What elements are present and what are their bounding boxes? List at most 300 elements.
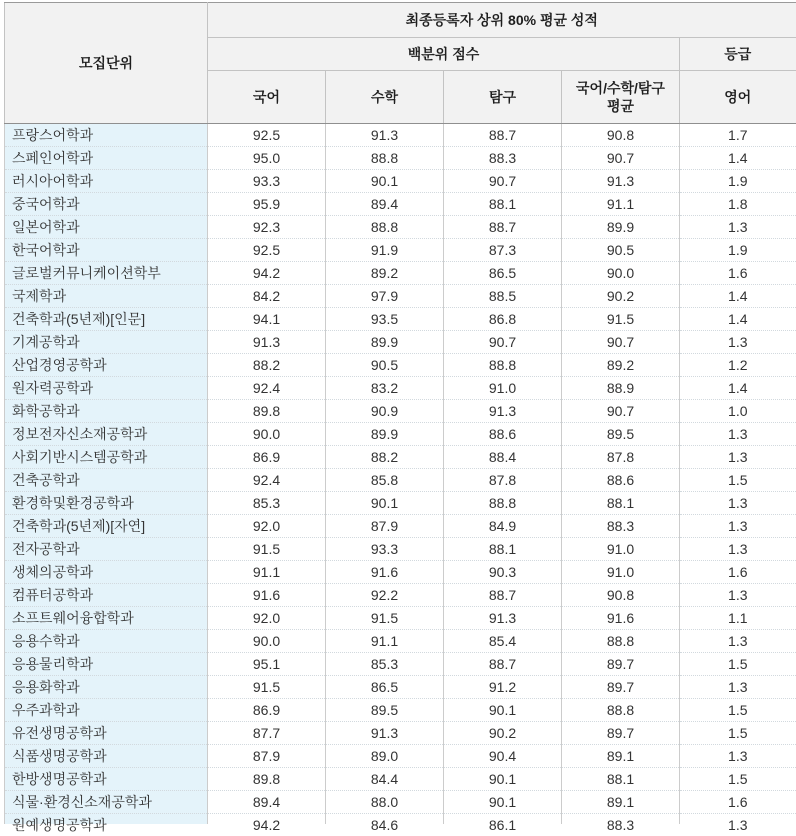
inquiry-score: 88.7 — [488, 587, 517, 603]
table-row — [5, 699, 796, 722]
unit-cell — [5, 446, 208, 469]
average-score-cell — [562, 561, 680, 584]
unit-cell — [5, 722, 208, 745]
english-grade: 1.3 — [728, 495, 748, 511]
average-score-cell — [562, 354, 680, 377]
table-row — [5, 308, 796, 331]
average-score-cell — [562, 814, 680, 833]
inquiry-score: 90.7 — [488, 173, 517, 189]
korean-score: 95.9 — [252, 196, 281, 212]
inquiry-score-cell — [444, 400, 562, 423]
math-score: 89.9 — [370, 426, 399, 442]
inquiry-score: 88.8 — [488, 357, 517, 373]
english-grade-cell — [680, 193, 796, 216]
korean-score: 90.0 — [252, 426, 281, 442]
inquiry-score-cell — [444, 607, 562, 630]
inquiry-score: 88.4 — [488, 449, 517, 465]
inquiry-score: 91.2 — [488, 679, 517, 695]
math-score: 89.4 — [370, 196, 399, 212]
english-grade: 1.3 — [728, 587, 748, 603]
math-score: 85.8 — [370, 472, 399, 488]
korean-score: 91.3 — [252, 334, 281, 350]
english-grade-cell — [680, 515, 796, 538]
math-score-cell — [326, 676, 444, 699]
english-grade-cell — [680, 653, 796, 676]
english-grade: 1.3 — [728, 679, 748, 695]
average-score-cell — [562, 331, 680, 354]
inquiry-score: 88.7 — [488, 127, 517, 143]
table-row — [5, 331, 796, 354]
average-score: 91.6 — [606, 610, 635, 626]
unit-cell — [5, 147, 208, 170]
unit-name: 중국어학과 — [12, 196, 80, 212]
average-score-cell — [562, 676, 680, 699]
english-grade-cell — [680, 124, 796, 147]
table-row — [5, 170, 796, 193]
korean-score-cell — [208, 170, 326, 193]
english-grade-cell — [680, 285, 796, 308]
inquiry-score: 88.7 — [488, 656, 517, 672]
math-score: 84.4 — [370, 771, 399, 787]
english-grade-cell — [680, 607, 796, 630]
table-row — [5, 377, 796, 400]
english-grade: 1.5 — [728, 702, 748, 718]
inquiry-score: 88.5 — [488, 288, 517, 304]
average-score: 90.2 — [606, 288, 635, 304]
table-row — [5, 423, 796, 446]
math-score-cell — [326, 630, 444, 653]
korean-score-cell — [208, 515, 326, 538]
unit-cell — [5, 630, 208, 653]
math-score-cell — [326, 331, 444, 354]
korean-score: 92.0 — [252, 518, 281, 534]
unit-name: 정보전자신소재공학과 — [12, 426, 148, 442]
unit-cell — [5, 400, 208, 423]
inquiry-score: 85.4 — [488, 633, 517, 649]
table-row — [5, 607, 796, 630]
korean-score: 91.6 — [252, 587, 281, 603]
english-grade-cell — [680, 423, 796, 446]
english-grade: 1.5 — [728, 771, 748, 787]
math-score-cell — [326, 423, 444, 446]
korean-score-cell — [208, 745, 326, 768]
table-row — [5, 285, 796, 308]
english-grade: 1.4 — [728, 150, 748, 166]
english-column-header: 영어 — [680, 71, 796, 124]
unit-name: 유전생명공학과 — [12, 725, 107, 741]
korean-score-cell — [208, 538, 326, 561]
unit-cell — [5, 584, 208, 607]
unit-cell — [5, 285, 208, 308]
table-row — [5, 446, 796, 469]
math-score: 88.8 — [370, 150, 399, 166]
math-score-cell — [326, 147, 444, 170]
table-row — [5, 653, 796, 676]
english-grade-cell — [680, 239, 796, 262]
korean-score: 89.4 — [252, 794, 281, 810]
average-score-cell — [562, 124, 680, 147]
unit-name: 전자공학과 — [12, 541, 80, 557]
table-row — [5, 768, 796, 791]
english-grade-cell — [680, 492, 796, 515]
english-grade-cell — [680, 699, 796, 722]
inquiry-score-cell — [444, 630, 562, 653]
unit-cell — [5, 791, 208, 814]
inquiry-score-cell — [444, 515, 562, 538]
average-score-cell — [562, 584, 680, 607]
average-column-header — [562, 71, 680, 124]
english-grade: 1.5 — [728, 472, 748, 488]
average-score: 88.8 — [606, 633, 635, 649]
inquiry-score-cell — [444, 676, 562, 699]
average-score: 88.3 — [606, 518, 635, 534]
korean-score-cell — [208, 630, 326, 653]
table-row — [5, 147, 796, 170]
grade-header: 등급 — [680, 38, 796, 71]
inquiry-score: 87.3 — [488, 242, 517, 258]
english-grade: 1.5 — [728, 656, 748, 672]
math-score: 91.3 — [370, 127, 399, 143]
korean-column-header: 국어 — [208, 71, 326, 124]
average-score: 89.2 — [606, 357, 635, 373]
english-grade: 1.3 — [728, 518, 748, 534]
unit-cell — [5, 607, 208, 630]
average-score-cell — [562, 653, 680, 676]
inquiry-score: 84.9 — [488, 518, 517, 534]
korean-score: 93.3 — [252, 173, 281, 189]
average-score: 89.7 — [606, 656, 635, 672]
average-score: 91.3 — [606, 173, 635, 189]
unit-name: 우주과학과 — [12, 702, 80, 718]
average-score-cell — [562, 285, 680, 308]
average-score: 88.6 — [606, 472, 635, 488]
average-score: 89.9 — [606, 219, 635, 235]
unit-name: 컴퓨터공학과 — [12, 587, 94, 603]
average-score: 90.8 — [606, 127, 635, 143]
average-score-cell — [562, 423, 680, 446]
english-grade: 1.3 — [728, 748, 748, 764]
english-grade: 1.4 — [728, 380, 748, 396]
korean-score-cell — [208, 147, 326, 170]
korean-score-cell — [208, 308, 326, 331]
unit-cell — [5, 492, 208, 515]
unit-name: 식품생명공학과 — [12, 748, 107, 764]
math-score-cell — [326, 446, 444, 469]
inquiry-score: 90.1 — [488, 702, 517, 718]
inquiry-score: 88.7 — [488, 219, 517, 235]
math-score-cell — [326, 469, 444, 492]
unit-name: 화학공학과 — [12, 403, 80, 419]
table-row — [5, 400, 796, 423]
unit-name: 국제학과 — [12, 288, 67, 304]
average-score: 90.7 — [606, 334, 635, 350]
unit-name: 스페인어학과 — [12, 150, 94, 166]
english-grade-cell — [680, 630, 796, 653]
english-grade: 1.2 — [728, 357, 748, 373]
table-row — [5, 492, 796, 515]
unit-cell — [5, 239, 208, 262]
korean-score: 92.5 — [252, 242, 281, 258]
unit-name: 글로벌커뮤니케이션학부 — [12, 265, 161, 281]
unit-name: 일본어학과 — [12, 219, 80, 235]
english-grade: 1.9 — [728, 242, 748, 258]
korean-score: 92.3 — [252, 219, 281, 235]
inquiry-score-cell — [444, 147, 562, 170]
math-score-cell — [326, 124, 444, 147]
average-score-cell — [562, 492, 680, 515]
unit-name: 한국어학과 — [12, 242, 80, 258]
unit-name: 응용화학과 — [12, 679, 80, 695]
inquiry-column-header: 탐구 — [444, 71, 562, 124]
korean-score: 89.8 — [252, 771, 281, 787]
korean-score: 89.8 — [252, 403, 281, 419]
inquiry-score: 86.1 — [488, 817, 517, 833]
korean-score-cell — [208, 285, 326, 308]
table-row — [5, 216, 796, 239]
korean-score: 95.0 — [252, 150, 281, 166]
korean-score: 92.4 — [252, 380, 281, 396]
korean-score-cell — [208, 584, 326, 607]
math-score-cell — [326, 515, 444, 538]
korean-score: 94.2 — [252, 265, 281, 281]
average-score: 89.1 — [606, 794, 635, 810]
math-score: 89.2 — [370, 265, 399, 281]
inquiry-score-cell — [444, 216, 562, 239]
inquiry-score-cell — [444, 584, 562, 607]
average-score: 88.8 — [606, 702, 635, 718]
inquiry-score-cell — [444, 722, 562, 745]
korean-score: 91.5 — [252, 541, 281, 557]
math-score: 90.1 — [370, 173, 399, 189]
math-score: 88.2 — [370, 449, 399, 465]
inquiry-score: 88.1 — [488, 196, 517, 212]
inquiry-score: 90.1 — [488, 794, 517, 810]
average-score: 90.5 — [606, 242, 635, 258]
average-score: 91.0 — [606, 564, 635, 580]
unit-name: 프랑스어학과 — [12, 127, 94, 143]
math-score-cell — [326, 377, 444, 400]
korean-score-cell — [208, 400, 326, 423]
english-grade: 1.3 — [728, 219, 748, 235]
average-score-cell — [562, 515, 680, 538]
table-row — [5, 722, 796, 745]
math-score: 90.9 — [370, 403, 399, 419]
math-score-cell — [326, 814, 444, 833]
korean-score: 87.9 — [252, 748, 281, 764]
unit-cell — [5, 515, 208, 538]
korean-score: 92.5 — [252, 127, 281, 143]
english-grade: 1.6 — [728, 265, 748, 281]
english-grade-cell — [680, 446, 796, 469]
average-score-cell — [562, 400, 680, 423]
inquiry-score-cell — [444, 354, 562, 377]
table-row — [5, 538, 796, 561]
inquiry-score-cell — [444, 446, 562, 469]
inquiry-score-cell — [444, 492, 562, 515]
table-row — [5, 193, 796, 216]
average-score: 90.0 — [606, 265, 635, 281]
average-score-cell — [562, 768, 680, 791]
inquiry-score-cell — [444, 331, 562, 354]
english-grade-cell — [680, 170, 796, 193]
english-grade: 1.9 — [728, 173, 748, 189]
inquiry-score: 91.3 — [488, 403, 517, 419]
math-score-cell — [326, 538, 444, 561]
english-grade-cell — [680, 561, 796, 584]
math-score: 89.5 — [370, 702, 399, 718]
korean-score: 94.1 — [252, 311, 281, 327]
english-grade-cell — [680, 469, 796, 492]
inquiry-score-cell — [444, 538, 562, 561]
english-grade-cell — [680, 584, 796, 607]
inquiry-score-cell — [444, 124, 562, 147]
english-grade: 1.3 — [728, 541, 748, 557]
math-score: 91.6 — [370, 564, 399, 580]
table-row — [5, 676, 796, 699]
average-score: 88.3 — [606, 817, 635, 833]
average-score: 88.1 — [606, 495, 635, 511]
inquiry-score-cell — [444, 193, 562, 216]
math-score: 87.9 — [370, 518, 399, 534]
average-score: 89.1 — [606, 748, 635, 764]
math-score: 86.5 — [370, 679, 399, 695]
inquiry-score-cell — [444, 170, 562, 193]
math-column-header: 수학 — [326, 71, 444, 124]
average-score: 88.1 — [606, 771, 635, 787]
table-row — [5, 814, 796, 825]
math-score-cell — [326, 354, 444, 377]
unit-cell — [5, 469, 208, 492]
unit-cell — [5, 354, 208, 377]
math-score-cell — [326, 791, 444, 814]
unit-name: 산업경영공학과 — [12, 357, 107, 373]
math-score: 84.6 — [370, 817, 399, 833]
average-score: 91.1 — [606, 196, 635, 212]
unit-cell — [5, 653, 208, 676]
unit-cell — [5, 768, 208, 791]
unit-cell — [5, 193, 208, 216]
average-header-line-2: 평균 — [606, 98, 635, 114]
inquiry-score: 88.3 — [488, 150, 517, 166]
average-score: 89.5 — [606, 426, 635, 442]
average-score: 91.0 — [606, 541, 635, 557]
math-score: 97.9 — [370, 288, 399, 304]
inquiry-score: 91.3 — [488, 610, 517, 626]
unit-cell — [5, 538, 208, 561]
table-row — [5, 354, 796, 377]
table-body — [5, 124, 796, 833]
korean-score-cell — [208, 354, 326, 377]
korean-score-cell — [208, 469, 326, 492]
math-score-cell — [326, 584, 444, 607]
table-row — [5, 561, 796, 584]
inquiry-score: 88.1 — [488, 541, 517, 557]
unit-name: 러시아어학과 — [12, 173, 94, 189]
unit-cell — [5, 170, 208, 193]
table-row — [5, 239, 796, 262]
english-grade-cell — [680, 147, 796, 170]
korean-score-cell — [208, 814, 326, 833]
inquiry-score-cell — [444, 791, 562, 814]
math-score: 92.2 — [370, 587, 399, 603]
english-grade-cell — [680, 538, 796, 561]
english-grade: 1.3 — [728, 334, 748, 350]
math-score: 83.2 — [370, 380, 399, 396]
average-score-cell — [562, 216, 680, 239]
unit-cell — [5, 377, 208, 400]
english-grade: 1.4 — [728, 288, 748, 304]
inquiry-score-cell — [444, 262, 562, 285]
math-score: 88.8 — [370, 219, 399, 235]
english-grade: 1.0 — [728, 403, 748, 419]
average-score-cell — [562, 538, 680, 561]
average-score: 90.7 — [606, 150, 635, 166]
english-grade-cell — [680, 791, 796, 814]
math-score: 90.1 — [370, 495, 399, 511]
unit-cell — [5, 423, 208, 446]
table-row — [5, 584, 796, 607]
inquiry-score: 86.8 — [488, 311, 517, 327]
math-score: 93.5 — [370, 311, 399, 327]
english-grade-cell — [680, 216, 796, 239]
header-row-1 — [5, 3, 796, 38]
korean-score: 87.7 — [252, 725, 281, 741]
average-score: 91.5 — [606, 311, 635, 327]
table-header — [5, 3, 796, 124]
inquiry-score-cell — [444, 423, 562, 446]
english-grade: 1.3 — [728, 817, 748, 833]
score-table — [4, 2, 796, 833]
average-score: 87.8 — [606, 449, 635, 465]
english-grade: 1.5 — [728, 725, 748, 741]
average-score-cell — [562, 262, 680, 285]
korean-score: 92.0 — [252, 610, 281, 626]
average-score: 90.7 — [606, 403, 635, 419]
unit-name: 응용물리학과 — [12, 656, 94, 672]
korean-score-cell — [208, 377, 326, 400]
unit-cell — [5, 308, 208, 331]
english-grade: 1.3 — [728, 426, 748, 442]
korean-score: 86.9 — [252, 702, 281, 718]
english-grade: 1.3 — [728, 449, 748, 465]
english-grade: 1.6 — [728, 564, 748, 580]
math-score-cell — [326, 768, 444, 791]
math-score: 91.5 — [370, 610, 399, 626]
table-row — [5, 262, 796, 285]
unit-cell — [5, 124, 208, 147]
math-score-cell — [326, 285, 444, 308]
korean-score-cell — [208, 239, 326, 262]
unit-name: 한방생명공학과 — [12, 771, 107, 787]
korean-score-cell — [208, 653, 326, 676]
korean-score: 92.4 — [252, 472, 281, 488]
math-score-cell — [326, 308, 444, 331]
inquiry-score-cell — [444, 285, 562, 308]
math-score-cell — [326, 745, 444, 768]
math-score: 89.0 — [370, 748, 399, 764]
unit-name: 소프트웨어융합학과 — [12, 610, 134, 626]
inquiry-score: 90.7 — [488, 334, 517, 350]
korean-score-cell — [208, 331, 326, 354]
korean-score-cell — [208, 561, 326, 584]
english-grade: 1.8 — [728, 196, 748, 212]
math-score: 88.0 — [370, 794, 399, 810]
average-score-cell — [562, 377, 680, 400]
average-score: 89.7 — [606, 679, 635, 695]
unit-name: 환경학및환경공학과 — [12, 495, 134, 511]
unit-cell — [5, 216, 208, 239]
english-grade-cell — [680, 377, 796, 400]
